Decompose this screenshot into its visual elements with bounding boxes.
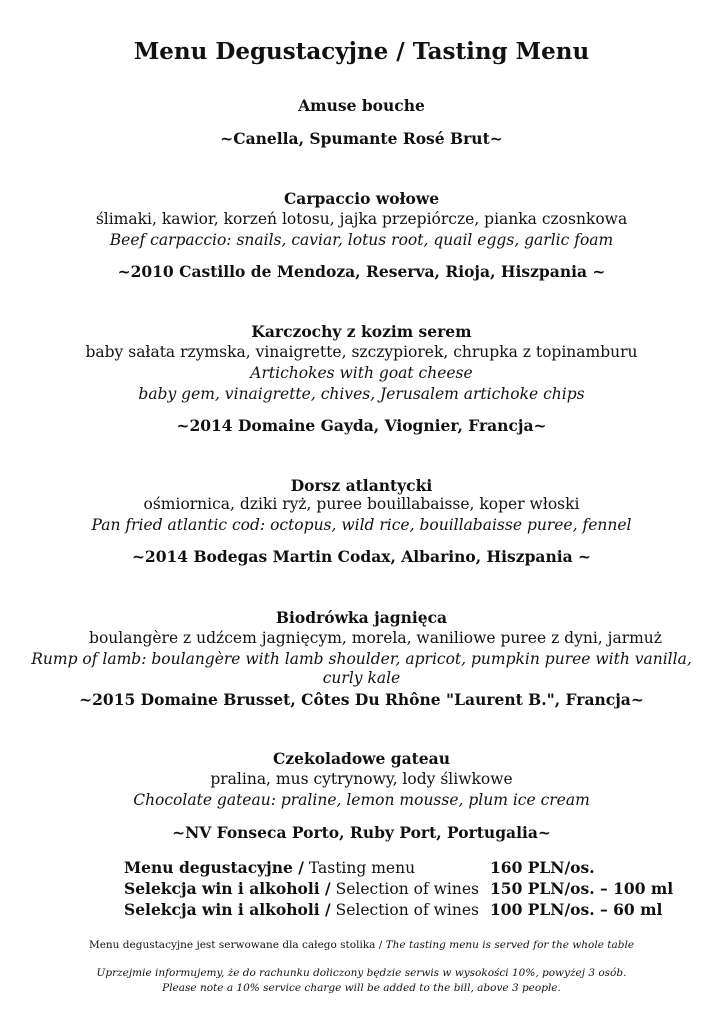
- whole-table-note-en: The tasting menu is served for the whole table: [385, 939, 635, 951]
- price-value: 100 PLN/os. – 60 ml: [490, 900, 663, 919]
- price-value: 160 PLN/os.: [490, 858, 595, 877]
- amuse-bouche-name: Amuse bouche: [298, 96, 425, 115]
- course-3-name: Dorsz atlantycki: [290, 476, 433, 495]
- price-label-pl: Selekcja win i alkoholi /: [124, 900, 331, 919]
- price-value: 150 PLN/os. – 100 ml: [490, 879, 674, 898]
- course-1-wine: ~2010 Castillo de Mendoza, Reserva, Rioja, Hiszpania ~: [117, 262, 606, 281]
- course-2-description-pl: baby sałata rzymska, vinaigrette, szczypiorek, chrupka z topinamburu: [85, 343, 638, 361]
- price-label-pl: Menu degustacyjne /: [124, 858, 304, 877]
- course-3-description-pl: ośmiornica, dziki ryż, puree bouillabaisse, koper włoski: [143, 495, 580, 513]
- price-label-en: Selection of wines: [330, 880, 479, 898]
- price-list: [124, 858, 684, 921]
- course-1-description-en: Beef carpaccio: snails, caviar, lotus root, quail eggs, garlic foam: [109, 231, 614, 249]
- course-1-name: Carpaccio wołowe: [283, 189, 440, 208]
- whole-table-note: [0, 939, 723, 951]
- price-label: [124, 858, 415, 877]
- menu-title: Menu Degustacyjne / Tasting Menu: [133, 38, 590, 65]
- course-5-description-pl: pralina, mus cytrynowy, lody śliwkowe: [210, 770, 513, 788]
- price-label: [124, 879, 479, 898]
- whole-table-note-pl: Menu degustacyjne jest serwowane dla całego stolika /: [88, 939, 386, 951]
- course-4-description-pl: boulangère z udźcem jagnięcym, morela, waniliowe puree z dyni, jarmuż: [89, 629, 662, 647]
- course-5-description-en: Chocolate gateau: praline, lemon mousse, plum ice cream: [133, 791, 590, 809]
- course-2-description-en: Artichokes with goat cheese: [250, 364, 473, 382]
- course-2-name: Karczochy z kozim serem: [251, 322, 472, 341]
- course-2-description-en-2: baby gem, vinaigrette, chives, Jerusalem artichoke chips: [138, 385, 585, 403]
- course-5-wine: ~NV Fonseca Porto, Ruby Port, Portugalia~: [172, 823, 551, 842]
- price-row-wine-100ml: [124, 879, 684, 900]
- course-3-wine: ~2014 Bodegas Martin Codax, Albarino, Hiszpania ~: [131, 547, 592, 566]
- course-4-description-en: Rump of lamb: boulangère with lamb shoulder, apricot, pumpkin puree with vanilla,: [31, 650, 692, 668]
- amuse-bouche-wine: ~Canella, Spumante Rosé Brut~: [220, 129, 503, 148]
- course-2-wine: ~2014 Domaine Gayda, Viognier, Francja~: [176, 416, 547, 435]
- price-row-tasting-menu: [124, 858, 684, 879]
- price-label-pl: Selekcja win i alkoholi /: [124, 879, 331, 898]
- course-4-description-en-2: curly kale: [322, 669, 401, 687]
- price-label-en: Tasting menu: [303, 859, 416, 877]
- course-3-description-en: Pan fried atlantic cod: octopus, wild rice, bouillabaisse puree, fennel: [91, 516, 632, 534]
- price-row-wine-60ml: [124, 900, 684, 921]
- price-label: [124, 900, 479, 919]
- price-label-en: Selection of wines: [330, 901, 479, 919]
- service-charge-note-en: Please note a 10% service charge will be added to the bill, above 3 people.: [162, 982, 561, 994]
- service-charge-note-pl: Uprzejmie informujemy, że do rachunku doliczony będzie serwis w wysokości 10%, powyżej 3 osób.: [96, 967, 627, 979]
- course-4-wine: ~2015 Domaine Brusset, Côtes Du Rhône "Laurent B.", Francja~: [79, 690, 644, 709]
- course-4-name: Biodrówka jagnięca: [275, 608, 448, 627]
- course-5-name: Czekoladowe gateau: [272, 749, 450, 768]
- course-1-description-pl: ślimaki, kawior, korzeń lotosu, jajka przepiórcze, pianka czosnkowa: [95, 210, 628, 228]
